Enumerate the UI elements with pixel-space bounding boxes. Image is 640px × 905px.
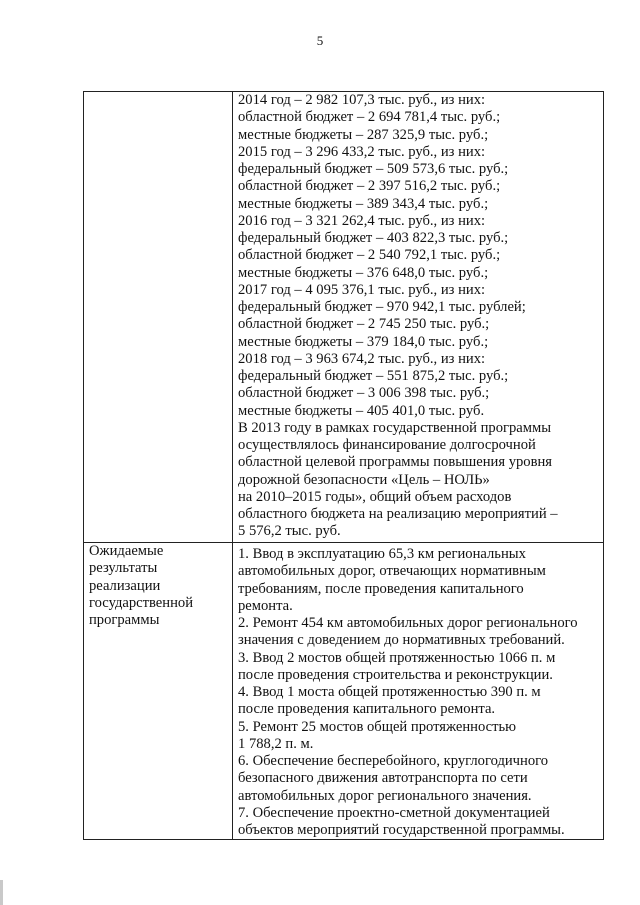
- text-line: 5 576,2 тыс. руб.: [238, 523, 341, 540]
- text-line: местные бюджеты – 287 325,9 тыс. руб.;: [238, 126, 489, 143]
- text-line: государственной: [89, 594, 194, 611]
- text-line: безопасного движения автотранспорта по сети: [238, 770, 528, 787]
- text-line: 1. Ввод в эксплуатацию 65,3 км региональных: [238, 546, 526, 562]
- expected-results-label-cell: [84, 543, 233, 840]
- text-line: федеральный бюджет – 509 573,6 тыс. руб.;: [238, 161, 509, 177]
- text-line: местные бюджеты – 376 648,0 тыс. руб.;: [238, 264, 489, 281]
- text-line: дорожной безопасности «Цель – НОЛЬ»: [238, 471, 490, 488]
- text-line: 4. Ввод 1 моста общей протяженностью 390 п. м: [238, 684, 541, 700]
- text-line: федеральный бюджет – 970 942,1 тыс. рублей;: [238, 299, 526, 315]
- funding-row: [84, 92, 604, 543]
- text-line: 2018 год – 3 963 674,2 тыс. руб., из них:: [238, 350, 486, 367]
- text-line: 2017 год – 4 095 376,1 тыс. руб., из них:: [238, 281, 486, 298]
- text-line: 7. Обеспечение проектно-сметной документацией: [238, 804, 550, 821]
- text-line: 2. Ремонт 454 км автомобильных дорог регионального: [238, 615, 578, 631]
- program-passport-table: [83, 91, 604, 840]
- text-line: областной бюджет – 2 694 781,4 тыс. руб.;: [238, 109, 501, 126]
- text-line: областной бюджет – 2 397 516,2 тыс. руб.;: [238, 178, 501, 195]
- text-line: результаты: [89, 560, 158, 577]
- text-line: 2014 год – 2 982 107,3 тыс. руб., из них:: [238, 92, 486, 108]
- text-line: областной целевой программы повышения уровня: [238, 454, 553, 471]
- text-line: областной бюджет – 2 745 250 тыс. руб.;: [238, 316, 490, 333]
- text-line: ремонта.: [238, 597, 293, 614]
- text-line: областного бюджета на реализацию мероприятий –: [238, 506, 558, 522]
- text-line: программы: [89, 612, 160, 628]
- text-line: В 2013 году в рамках государственной программы: [238, 419, 552, 436]
- text-line: 2016 год – 3 321 262,4 тыс. руб., из них:: [238, 212, 486, 229]
- text-line: областной бюджет – 3 006 398 тыс. руб.;: [238, 385, 490, 402]
- text-line: местные бюджеты – 379 184,0 тыс. руб.;: [238, 333, 489, 350]
- text-line: автомобильных дорог регионального значения.: [238, 787, 532, 804]
- text-line: требованиям, после проведения капитального: [238, 580, 524, 597]
- text-line: объектов мероприятий государственной программы.: [238, 822, 565, 838]
- text-line: автомобильных дорог, отвечающих нормативным: [238, 563, 546, 580]
- text-line: после проведения строительства и реконструкции.: [238, 666, 553, 683]
- text-line: осуществлялось финансирование долгосрочной: [238, 437, 536, 453]
- text-line: после проведения капитального ремонта.: [238, 701, 496, 718]
- text-line: 5. Ремонт 25 мостов общей протяженностью: [238, 718, 517, 735]
- text-line: федеральный бюджет – 551 875,2 тыс. руб.;: [238, 368, 509, 384]
- text-line: местные бюджеты – 389 343,4 тыс. руб.;: [238, 195, 489, 212]
- funding-row-label-cell: [84, 92, 233, 543]
- text-line: 6. Обеспечение бесперебойного, круглогодичного: [238, 753, 549, 769]
- text-line: на 2010–2015 годы», общий объем расходов: [238, 488, 512, 505]
- page-number: 5: [316, 33, 324, 48]
- text-line: 1 788,2 п. м.: [238, 735, 314, 752]
- funding-row-content-cell: [233, 92, 604, 543]
- text-line: областной бюджет – 2 540 792,1 тыс. руб.;: [238, 247, 501, 264]
- expected-results-row: [84, 543, 604, 840]
- text-line: местные бюджеты – 405 401,0 тыс. руб.: [238, 402, 485, 419]
- text-line: федеральный бюджет – 403 822,3 тыс. руб.;: [238, 230, 509, 246]
- text-line: реализации: [89, 577, 161, 594]
- text-line: 2015 год – 3 296 433,2 тыс. руб., из них:: [238, 143, 486, 160]
- text-line: Ожидаемые: [89, 543, 164, 559]
- expected-results-content-cell: [233, 543, 604, 840]
- text-line: 3. Ввод 2 мостов общей протяженностью 1066 п. м: [238, 649, 556, 666]
- text-line: значения с доведением до нормативных требований.: [238, 632, 565, 649]
- scan-edge-mark: [0, 880, 3, 905]
